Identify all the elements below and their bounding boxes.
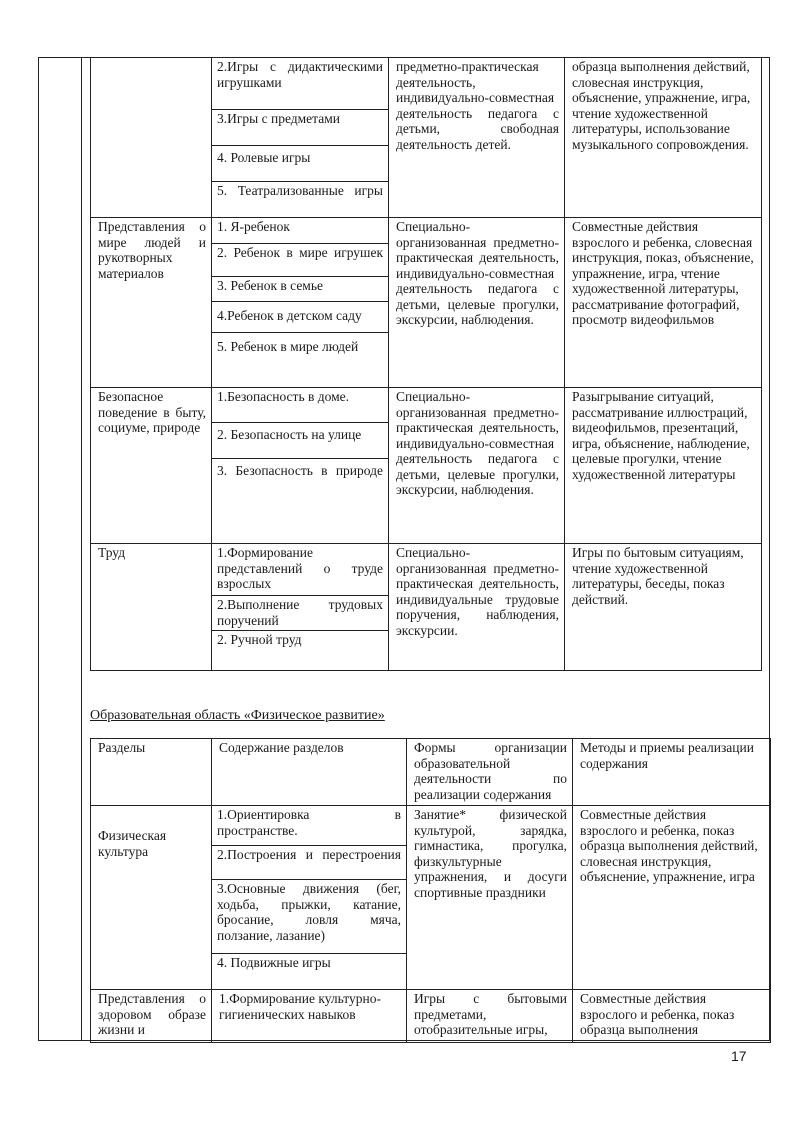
table-row — [91, 990, 771, 1043]
table-row — [91, 218, 762, 388]
forms-cell: Специально-организованная предметно-практическая деятельность, индивидуально-совместная деятельность педагога с детьми, целевые прогулки, экскурсии, наблюдения. — [389, 388, 565, 544]
content-item: 3.Игры с предметами — [212, 110, 388, 146]
forms-cell: Занятие* физической культурой, зарядка, гимнастика, прогулка, физкультурные упражнения, и досуги спортивные праздники — [407, 806, 573, 990]
content-item: 2.Выполнение трудовых поручений — [212, 596, 388, 631]
methods-cell: Разыгрывание ситуаций, рассматривание иллюстраций, видеофильмов, презентаций, игра, объяснение, наблюдение, целевые прогулки, чтение художественной литературы — [565, 388, 762, 544]
section-cell: Представления о мире людей и рукотворных материалов — [91, 218, 212, 388]
table-row — [91, 388, 762, 544]
column-header: Содержание разделов — [212, 739, 407, 806]
content-item: 1.Формирование представлений о труде взрослых — [212, 544, 388, 596]
methods-cell: Совместные действия взрослого и ребенка, показ образца выполнения — [573, 990, 771, 1043]
forms-cell: предметно-практическая деятельность, индивидуально-совместная деятельность педагога с детьми, свободная деятельность детей. — [389, 58, 565, 218]
contents-cell — [212, 544, 389, 671]
content-item: 4. Подвижные игры — [217, 955, 331, 970]
forms-cell: Специально-организованная предметно-практическая деятельность, индивидуальные трудовые поручения, наблюдения, экскурсии. — [389, 544, 565, 671]
contents-cell — [212, 806, 407, 990]
content-item: 2. Безопасность на улице — [212, 423, 388, 459]
content-item: 1.Безопасность в доме. — [212, 388, 388, 423]
table-row — [91, 58, 762, 218]
section-cell — [91, 58, 212, 218]
page-number: 17 — [731, 1048, 747, 1064]
content-item: 4. Ролевые игры — [212, 146, 388, 182]
forms-cell: Игры с бытовыми предметами, отобразительные игры, — [407, 990, 573, 1043]
content-item: 3. Безопасность в природе — [217, 463, 383, 478]
section-cell: Безопасное поведение в быту, социуме, природе — [91, 388, 212, 544]
table-row — [91, 544, 762, 671]
content-item: 1. Я-ребенок — [212, 218, 388, 244]
table-row — [91, 806, 771, 990]
table-header-row — [91, 739, 771, 806]
section-cell: Физическая культура — [91, 806, 212, 990]
section-cell: Представления о здоровом образе жизни и — [91, 990, 212, 1043]
column-header: Разделы — [91, 739, 212, 806]
methods-cell: образца выполнения действий, словесная инструкция, объяснение, упражнение, игра, чтение художественной литературы, использование музыкального сопровождения. — [565, 58, 762, 218]
content-item: 2.Построения и перестроения — [212, 846, 406, 880]
methods-cell: Игры по бытовым ситуациям, чтение художественной литературы, беседы, показ действий. — [565, 544, 762, 671]
section-title: Образовательная область «Физическое развитие» — [90, 708, 385, 723]
content-item: 5. Театрализованные игры — [217, 183, 383, 198]
forms-cell: Специально-организованная предметно-практическая деятельность, индивидуально-совместная деятельность педагога с детьми, целевые прогулки, экскурсии, наблюдения. — [389, 218, 565, 388]
column-header: Методы и приемы реализации содержания — [573, 739, 771, 806]
contents-cell: 1.Формирование культурно-гигиенических навыков — [212, 990, 407, 1043]
content-item: 2.Игры с дидактическими игрушками — [212, 58, 388, 110]
content-item: 3.Основные движения (бег, ходьба, прыжки, катание, бросание, ловля мяча, ползание, лазание) — [212, 880, 406, 954]
content-item: 2. Ручной труд — [217, 632, 302, 647]
content-item: 2. Ребенок в мире игрушек — [212, 244, 388, 277]
table-physical-development — [90, 738, 771, 1043]
content-item: 1.Ориентировка в пространстве. — [212, 806, 406, 846]
margin-divider — [81, 57, 82, 1041]
content-item: 4.Ребенок в детском саду — [212, 302, 388, 333]
methods-cell: Совместные действия взрослого и ребенка, словесная инструкция, показ, объяснение, упражнение, игра, чтение художественной литературы, рассматривание фотографий, просмотр видеофильмов — [565, 218, 762, 388]
section-cell: Труд — [91, 544, 212, 671]
contents-cell — [212, 388, 389, 544]
contents-cell — [212, 218, 389, 388]
contents-cell — [212, 58, 389, 218]
content-item: 3. Ребенок в семье — [212, 277, 388, 302]
methods-cell: Совместные действия взрослого и ребенка, показ образца выполнения действий, словесная инструкция, объяснение, упражнение, игра — [573, 806, 771, 990]
content-item: 5. Ребенок в мире людей — [217, 339, 359, 354]
table-social-development — [90, 57, 762, 671]
column-header: Формы организации образовательной деятельности по реализации содержания — [407, 739, 573, 806]
